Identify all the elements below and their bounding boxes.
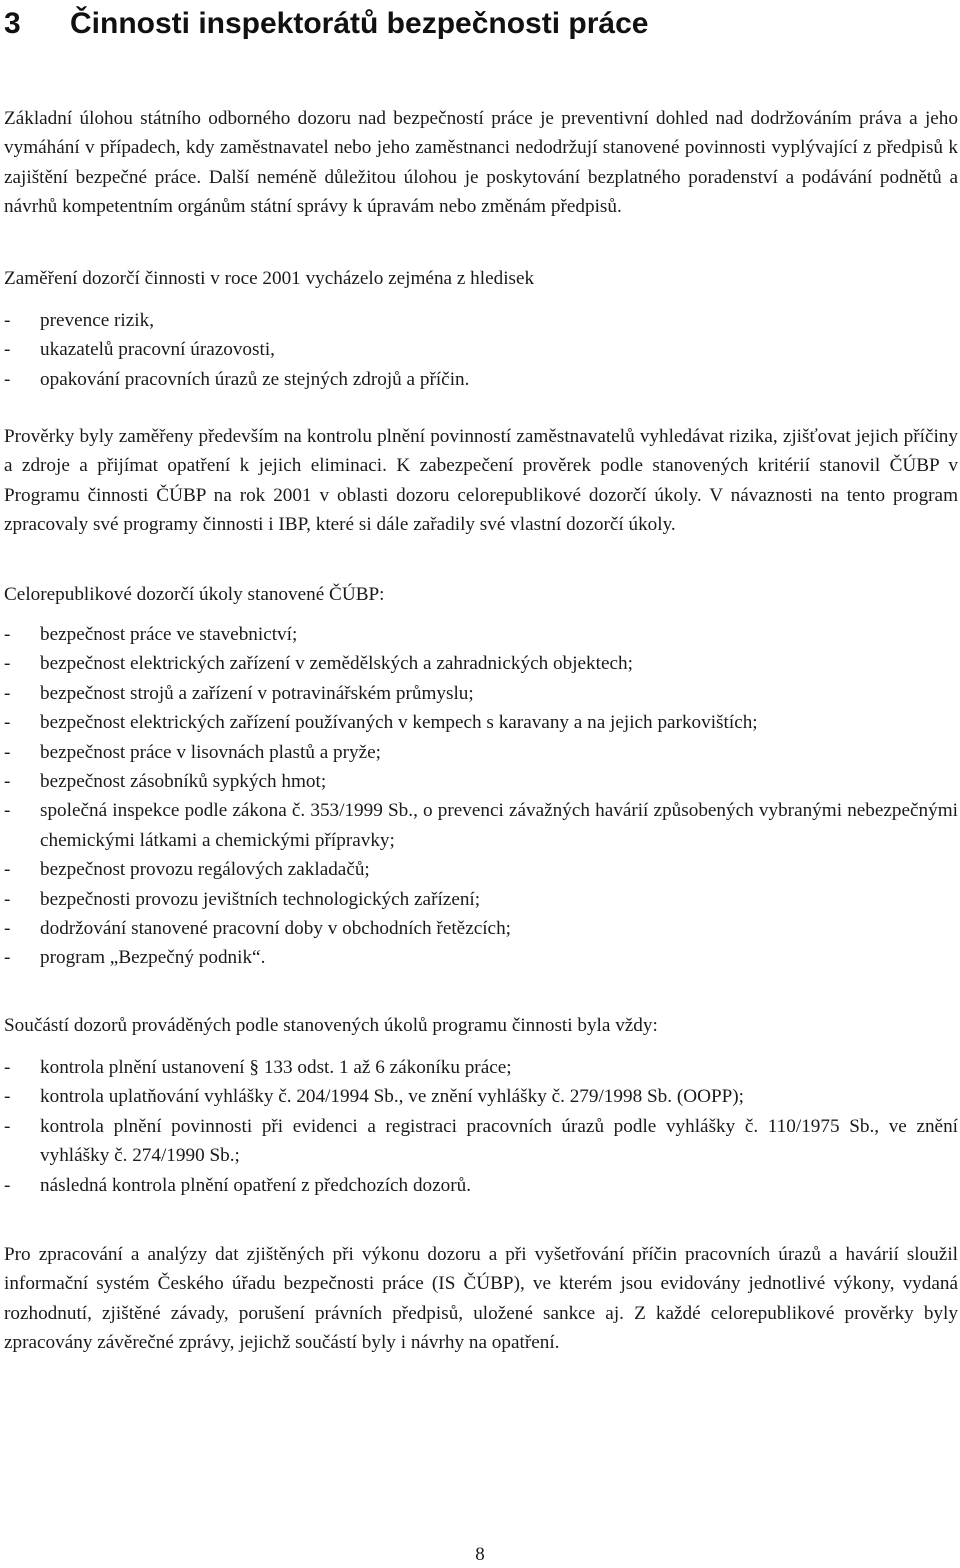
tasks-intro: Celorepublikové dozorčí úkoly stanovené ČÚBP: [4,584,385,605]
tasks-list-block [4,620,958,973]
tasks-intro-block [4,580,958,609]
focus-list [4,306,958,394]
document-page [4,0,958,1568]
focus-intro: Zaměření dozorčí činnosti v roce 2001 vycházelo zejména z hledisek [4,268,535,289]
components-intro: Součástí dozorů prováděných podle stanovených úkolů programu činnosti byla vždy: [4,1015,658,1036]
list-item: - bezpečnost zásobníků sypkých hmot; [4,767,958,796]
intro-paragraph: Základní úlohou státního odborného dozoru nad bezpečností práce je preventivní dohled nad dodržováním práva a jeho vymáhání v případech, kdy zaměstnavatel nebo jeho zaměstnanci nedodržují stanovené povinnosti vyplývající z předpisů k zajištění bezpečné práce. Další neméně důležitou úlohou je poskytování bezplatného poradenství a podávání podnětů a návrhů kompetentním orgánům státní správy k úpravám nebo změnám předpisů. [4,108,958,218]
focus-block [4,264,958,293]
page-number: 8 [475,1544,485,1565]
section-title: Činnosti inspektorátů bezpečnosti práce [70,7,649,40]
list-item: - ukazatelů pracovní úrazovosti, [4,335,958,364]
list-item: - bezpečnosti provozu jevištních technologických zařízení; [4,885,958,914]
components-list-block [4,1053,958,1200]
inspections-paragraph: Prověrky byly zaměřeny především na kontrolu plnění povinností zaměstnavatelů vyhledávat rizika, zjišťovat jejich příčiny a zdroje a přijímat opatření k jejich eliminaci. K zabezpečení prověrek podle stanovených kritérií stanovil ČÚBP v Programu činnosti ČÚBP na rok 2001 v oblasti dozoru celorepublikové dozorčí úkoly. V návaznosti na tento program zpracovaly své programy činnosti i IBP, které si dále zařadily své vlastní dozorčí úkoly. [4,426,958,536]
inspections-block [4,422,958,540]
list-item: - kontrola plnění povinnosti při evidenci a registraci pracovních úrazů podle vyhlášky č. 110/1975 Sb., ve znění vyhlášky č. 274/1990 Sb.; [4,1112,958,1171]
closing-paragraph: Pro zpracování a analýzy dat zjištěných při výkonu dozoru a při vyšetřování příčin pracovních úrazů a havárií sloužil informační systém Českého úřadu bezpečnosti práce (IS ČÚBP), ve kterém jsou evidovány jednotlivé výkony, vydaná rozhodnutí, zjištěné závady, porušení právních předpisů, uložené sankce aj. Z každé celorepublikové prověrky byly zpracovány závěrečné zprávy, jejichž součástí byly i návrhy na opatření. [4,1244,958,1354]
list-item: - prevence rizik, [4,306,958,335]
list-item: - opakování pracovních úrazů ze stejných zdrojů a příčin. [4,365,958,394]
list-item: - společná inspekce podle zákona č. 353/1999 Sb., o prevenci závažných havárií způsobených vybranými nebezpečnými chemickými látkami a chemickými přípravky; [4,796,958,855]
list-item: - bezpečnost práce ve stavebnictví; [4,620,958,649]
section-number: 3 [4,7,21,40]
list-item: - bezpečnost provozu regálových zakladačů; [4,855,958,884]
components-list [4,1053,958,1200]
focus-list-block [4,306,958,394]
section-heading [4,6,648,42]
list-item: - bezpečnost strojů a zařízení v potravinářském průmyslu; [4,679,958,708]
closing-block [4,1240,958,1358]
list-item: - dodržování stanovené pracovní doby v obchodních řetězcích; [4,914,958,943]
list-item: - kontrola uplatňování vyhlášky č. 204/1994 Sb., ve znění vyhlášky č. 279/1998 Sb. (OOPP); [4,1082,958,1111]
list-item: - následná kontrola plnění opatření z předchozích dozorů. [4,1171,958,1200]
intro-block [4,104,958,222]
components-intro-block [4,1011,958,1040]
list-item: - kontrola plnění ustanovení § 133 odst. 1 až 6 zákoníku práce; [4,1053,958,1082]
list-item: - bezpečnost elektrických zařízení používaných v kempech s karavany a na jejich parkovištích; [4,708,958,737]
list-item: - bezpečnost elektrických zařízení v zemědělských a zahradnických objektech; [4,649,958,678]
list-item: - program „Bezpečný podnik“. [4,943,958,972]
list-item: - bezpečnost práce v lisovnách plastů a pryže; [4,738,958,767]
tasks-list [4,620,958,973]
